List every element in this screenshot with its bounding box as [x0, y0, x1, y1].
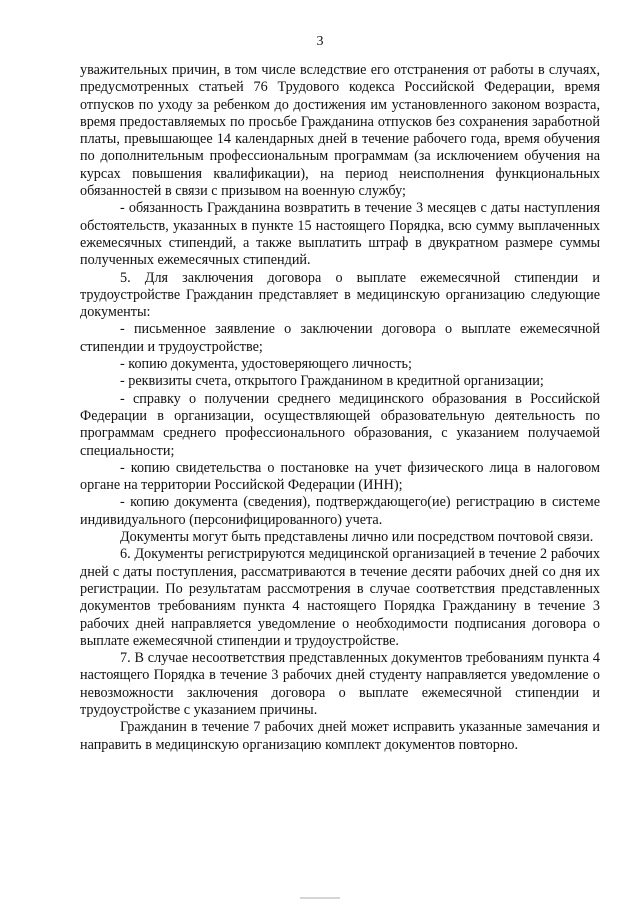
list-item-education-certificate: - справку о получении среднего медицинского образования в Российской Федерации в организации, осуществляющей образовательную деятельность по программам среднего профессионального образования, с указанием получаемой специальности;: [80, 390, 600, 459]
list-item-identity-document: - копию документа, удостоверяющего личность;: [120, 356, 412, 373]
document-body: [80, 62, 600, 754]
paragraph-obligation-refund: - обязанность Гражданина возвратить в течение 3 месяцев с даты наступления обстоятельств, указанных в пункте 15 настоящего Порядка, всю сумму выплаченных ежемесячных стипендий, а также выплатить штраф в двукратном размере суммы полученных ежемесячных стипендий.: [80, 200, 600, 269]
page-number: 3: [316, 34, 324, 49]
list-item-personal-accounting: - копию документа (сведения), подтверждающего(ие) регистрацию в системе индивидуального (персонифицированного) учета.: [80, 494, 600, 528]
paragraph-item-7: 7. В случае несоответствия представленных документов требованиям пункта 4 настоящего Порядка в течение 3 рабочих дней студенту направляется уведомление о невозможности заключения договора о выплате ежемесячной стипендии и трудоустройстве с указанием причины.: [80, 650, 600, 718]
paragraph-item-6: 6. Документы регистрируются медицинской организацией в течение 2 рабочих дней с даты поступления, рассматриваются в течение десяти рабочих дней со дня их регистрации. По результатам рассмотрения в случае соответствия представленных документов требованиям пункта 4 настоящего Порядка Гражданину в течение 3 рабочих дней направляется уведомление о необходимости подписания договора о выплате ежемесячной стипендии и трудоустройстве.: [80, 546, 600, 649]
paragraph-continuation: уважительных причин, в том числе вследствие его отстранения от работы в случаях, предусмотренных статьей 76 Трудового кодекса Российской Федерации, время отпусков по уходу за ребенком до достижения им установленного законом возраста, время предоставляемых по просьбе Гражданина отпусков без сохранения заработной платы, превышающее 14 календарных дней в течение рабочего года, время обучения по дополнительным профессиональным программам (за исключением обучения на курсах повышения квалификации), на период неисполнения функциональных обязанностей в связи с призывом на военную службу;: [80, 62, 600, 200]
list-item-application: - письменное заявление о заключении договора о выплате ежемесячной стипендии и трудоустройстве;: [80, 321, 600, 355]
list-item-bank-details: - реквизиты счета, открытого Гражданином в кредитной организации;: [120, 373, 544, 390]
paragraph-resubmission: Гражданин в течение 7 рабочих дней может исправить указанные замечания и направить в медицинскую организацию комплект документов повторно.: [80, 719, 600, 753]
paragraph-submission-method: Документы могут быть представлены лично или посредством почтовой связи.: [120, 529, 594, 546]
list-item-inn-certificate: - копию свидетельства о постановке на учет физического лица в налоговом органе на территории Российской Федерации (ИНН);: [80, 459, 600, 494]
paragraph-item-5: 5. Для заключения договора о выплате ежемесячной стипендии и трудоустройстве Гражданин представляет в медицинскую организацию следующие документы:: [80, 269, 600, 321]
scan-artifact: [300, 897, 340, 899]
